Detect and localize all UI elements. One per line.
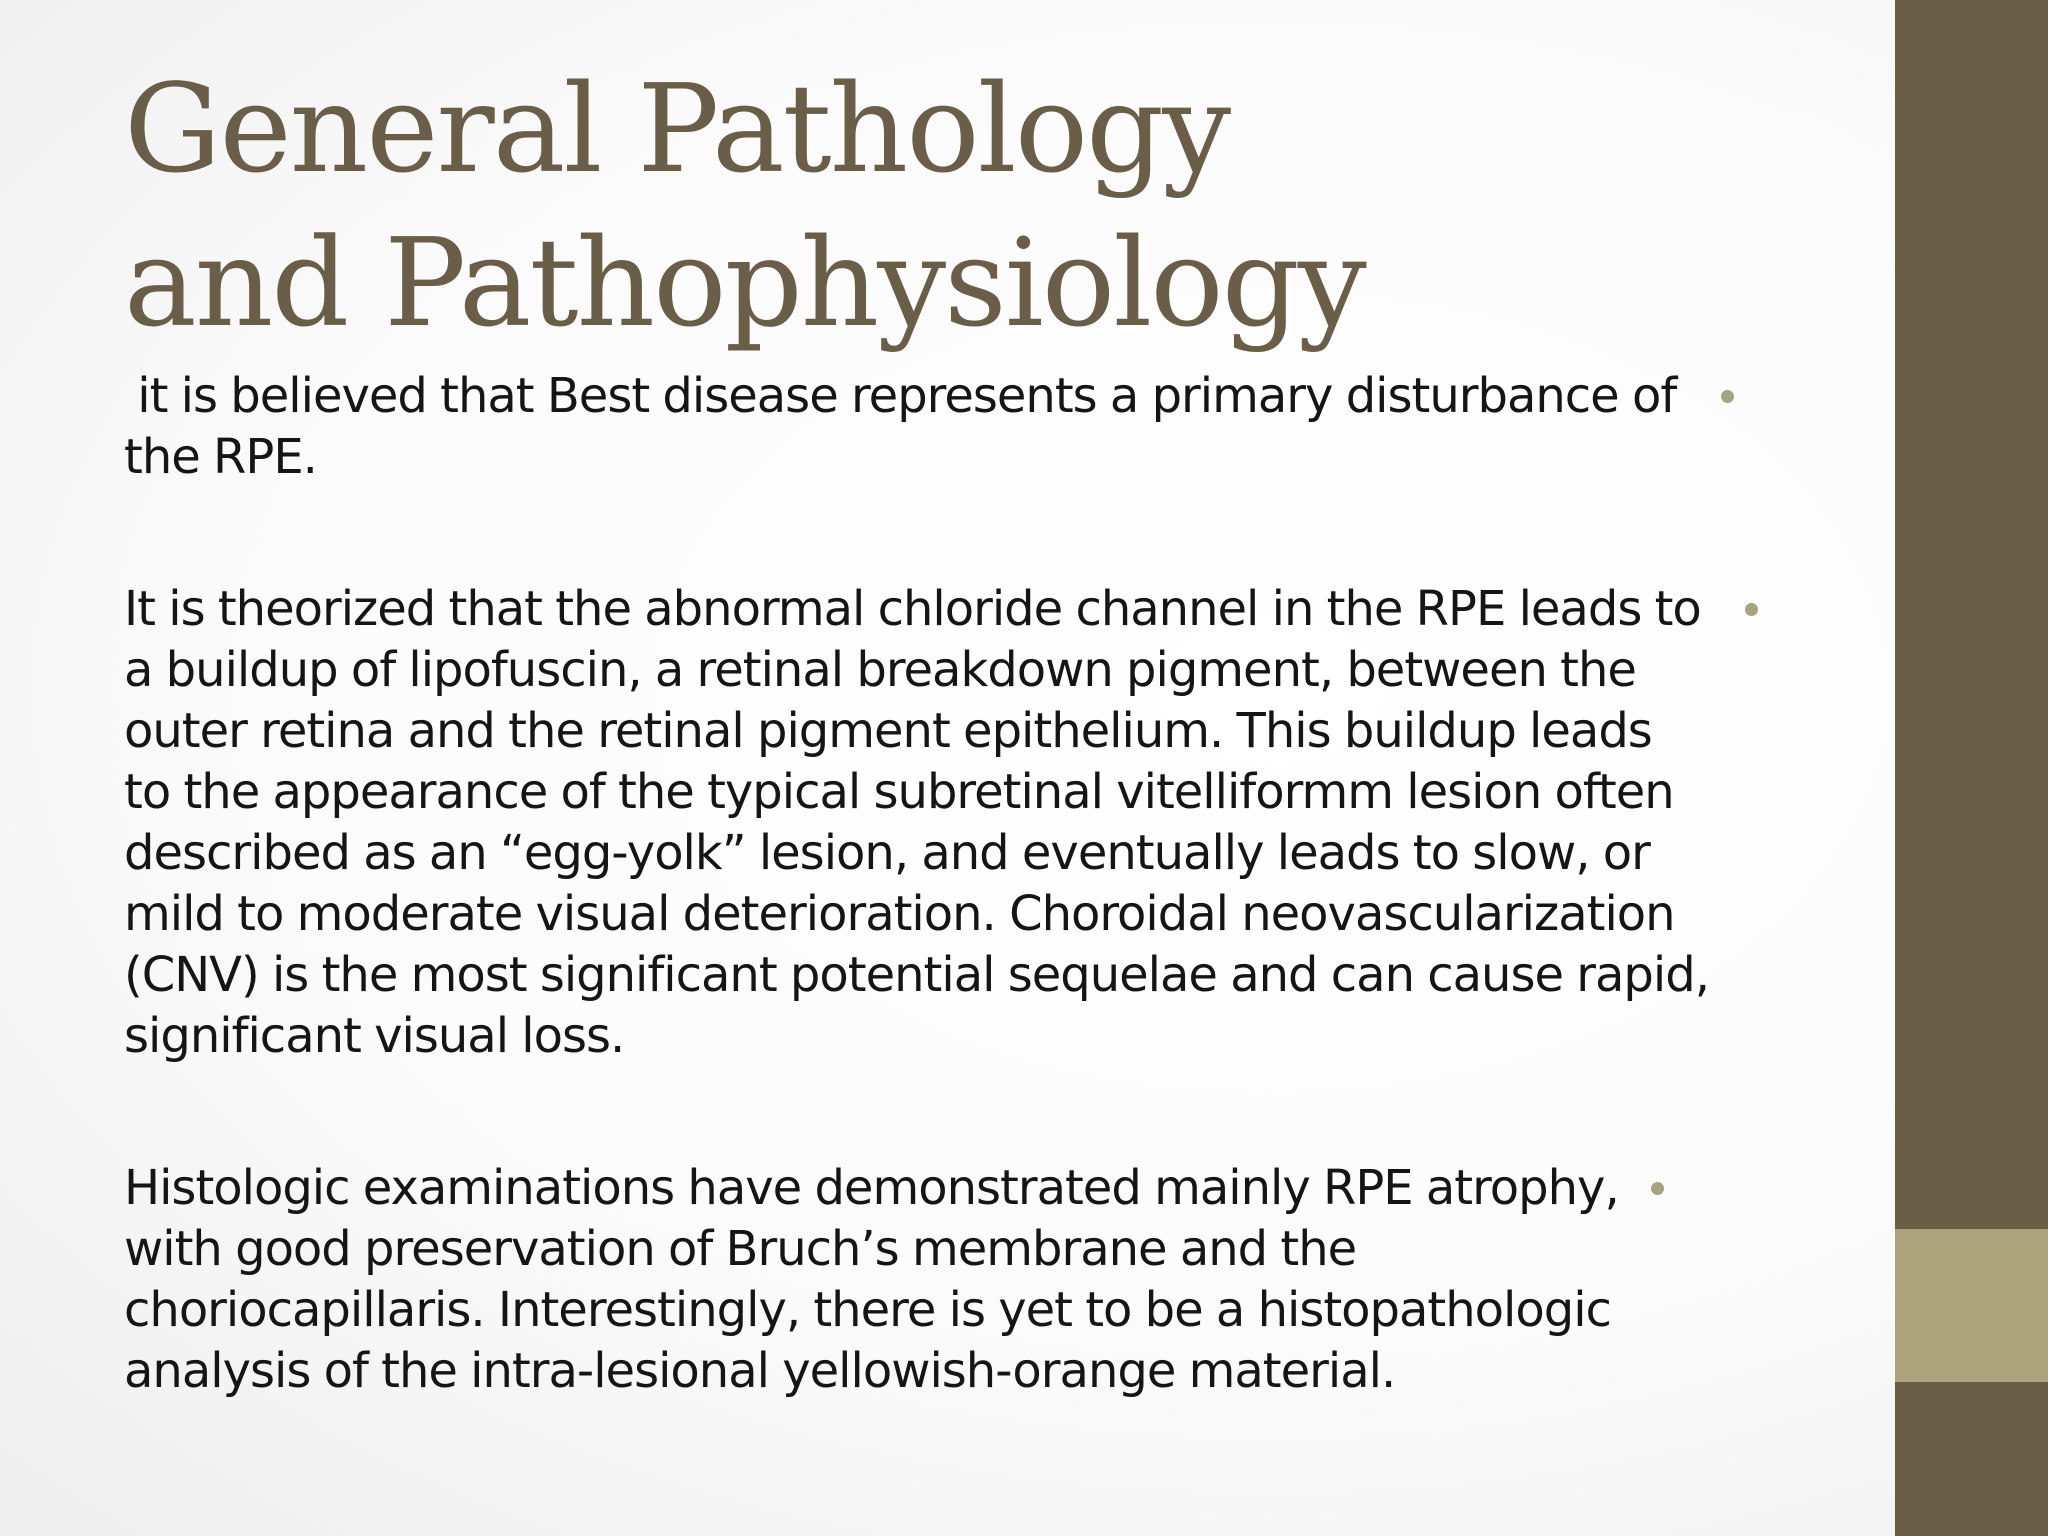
bullet-3-line-3: choriocapillaris. Interestingly, there is yet to be a histopathologic (124, 1282, 1611, 1338)
bullet-1-line-2: the RPE. (124, 429, 317, 485)
bullet-dot-icon (1721, 390, 1734, 403)
bullet-item-1 (124, 366, 1844, 488)
bullet-1-line-1: it is believed that Best disease represents a primary disturbance of (124, 368, 1677, 424)
bullet-2-line-5: described as an “egg-yolk” lesion, and eventually leads to slow, or (124, 825, 1650, 881)
bullet-2-line-7: (CNV) is the most significant potential sequelae and can cause rapid, (124, 947, 1709, 1003)
bullet-2-line-2: a buildup of lipofuscin, a retinal breakdown pigment, between the (124, 642, 1636, 698)
bullet-item-3 (124, 1158, 1844, 1402)
slide-title (124, 52, 1365, 360)
bullet-dot-icon (1651, 1182, 1664, 1195)
bullet-2-line-3: outer retina and the retinal pigment epithelium. This buildup leads (124, 703, 1652, 759)
bullet-list (124, 366, 1844, 1402)
bullet-dot-icon (1745, 603, 1758, 616)
bullet-item-2 (124, 579, 1844, 1067)
slide-sidebar-accent (1895, 1229, 2048, 1382)
slide-title-line-2: and Pathophysiology (124, 212, 1365, 354)
bullet-3-line-1: Histologic examinations have demonstrated mainly RPE atrophy, (124, 1160, 1619, 1216)
bullet-2-line-1: It is theorized that the abnormal chloride channel in the RPE leads to (124, 581, 1701, 637)
bullet-2-line-6: mild to moderate visual deterioration. Choroidal neovascularization (124, 886, 1675, 942)
bullet-2-line-4: to the appearance of the typical subretinal vitelliformm lesion often (124, 764, 1674, 820)
slide-title-line-1: General Pathology (124, 58, 1230, 200)
bullet-3-line-4: analysis of the intra-lesional yellowish-orange material. (124, 1343, 1396, 1399)
bullet-2-line-8: significant visual loss. (124, 1008, 625, 1064)
bullet-3-line-2: with good preservation of Bruch’s membrane and the (124, 1221, 1357, 1277)
